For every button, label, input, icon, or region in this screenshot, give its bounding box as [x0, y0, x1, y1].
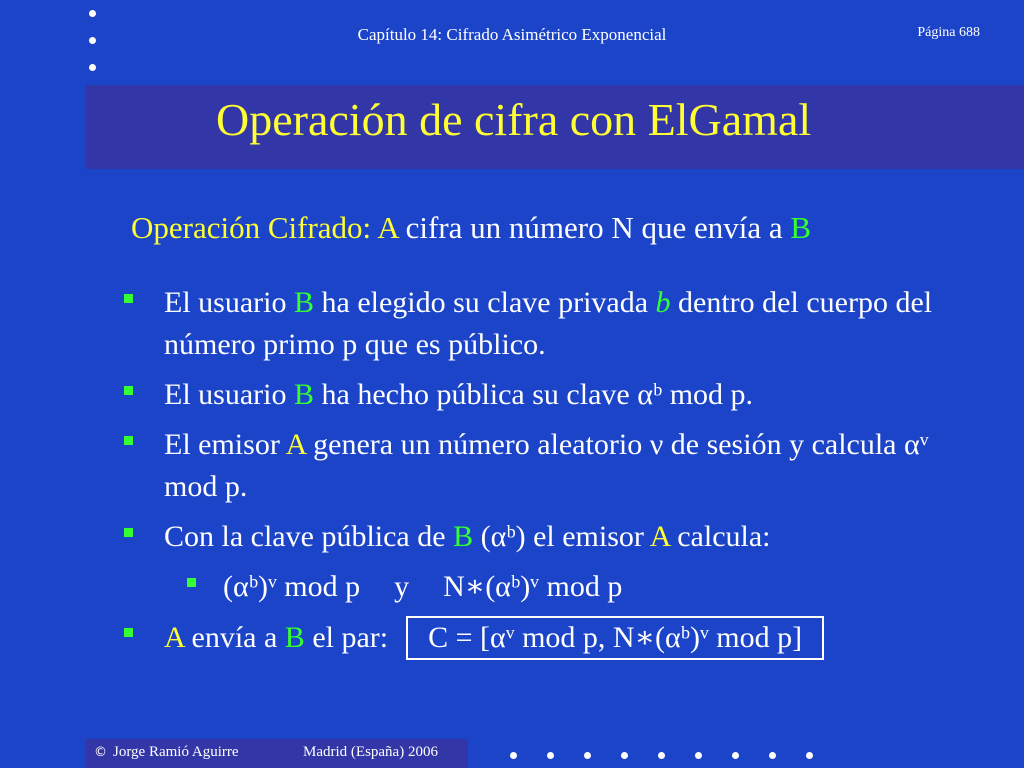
- title-band: [86, 85, 1024, 169]
- subtitle-a: A: [377, 210, 398, 245]
- decorative-dots-bottom: [510, 752, 843, 759]
- bullet-item: El usuario B ha hecho pública su clave αᵇ mod p.: [120, 374, 940, 416]
- dot-icon: [806, 752, 813, 759]
- bullet-list: [120, 282, 940, 668]
- dot-icon: [658, 752, 665, 759]
- dot-icon: [510, 752, 517, 759]
- sub-bullet-item: (αᵇ)ᵛ mod p y N∗(αᵇ)ᵛ mod p: [120, 566, 940, 608]
- bullet-item: A envía a B el par: C = [αᵛ mod p, N∗(αᵇ)ᵛ mod p]: [120, 616, 940, 660]
- chapter-header: Capítulo 14: Cifrado Asimétrico Exponencial: [357, 25, 667, 44]
- subtitle-b: B: [790, 210, 812, 245]
- slide-subtitle: [131, 210, 811, 246]
- cipher-formula-box: C = [αᵛ mod p, N∗(αᵇ)ᵛ mod p]: [406, 616, 824, 660]
- copyright-icon: ©: [94, 745, 107, 760]
- square-bullet-icon: [124, 436, 133, 445]
- dot-icon: [621, 752, 628, 759]
- square-bullet-icon: [187, 578, 196, 587]
- dot-icon: [89, 64, 96, 71]
- subtitle-middle: cifra un número N que envía a: [397, 210, 791, 245]
- subtitle-prefix: Operación Cifrado:: [131, 210, 378, 245]
- slide-title: Operación de cifra con ElGamal: [216, 94, 812, 145]
- footer-place: Madrid (España) 2006: [303, 744, 438, 760]
- decorative-dots-left: [89, 10, 99, 91]
- dot-icon: [769, 752, 776, 759]
- dot-icon: [584, 752, 591, 759]
- square-bullet-icon: [124, 294, 133, 303]
- bullet-item: Con la clave pública de B (αᵇ) el emisor A calcula:: [120, 516, 940, 558]
- dot-icon: [732, 752, 739, 759]
- dot-icon: [89, 10, 96, 17]
- footer-author: © Jorge Ramió Aguirre: [94, 744, 239, 760]
- square-bullet-icon: [124, 528, 133, 537]
- square-bullet-icon: [124, 386, 133, 395]
- footer-band: [86, 739, 468, 768]
- square-bullet-icon: [124, 628, 133, 637]
- dot-icon: [547, 752, 554, 759]
- dot-icon: [695, 752, 702, 759]
- bullet-item: El usuario B ha elegido su clave privada b dentro del cuerpo del número primo p que es público.: [120, 282, 940, 366]
- bullet-item: El emisor A genera un número aleatorio ν de sesión y calcula αᵛ mod p.: [120, 424, 940, 508]
- page-number: Página 688: [917, 25, 980, 40]
